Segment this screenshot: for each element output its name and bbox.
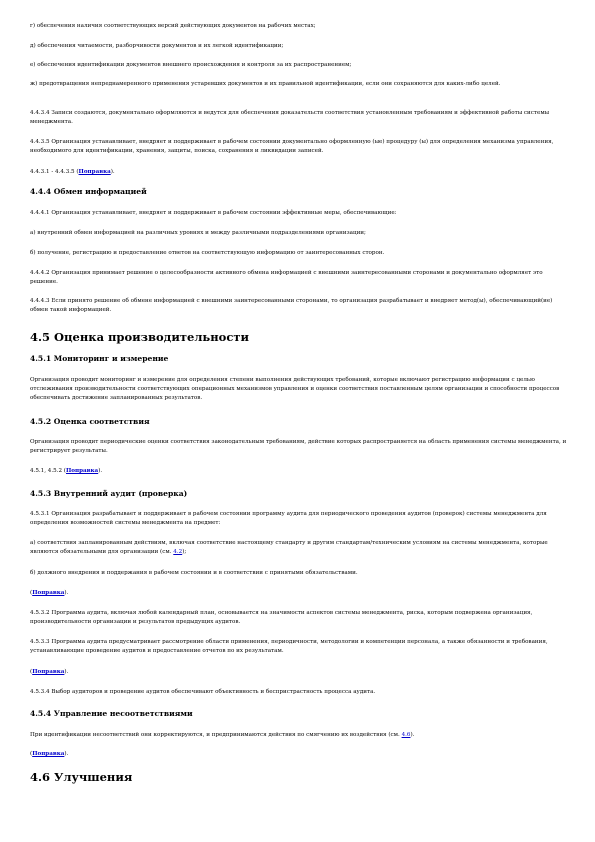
amendment-note-4-5-4: [30, 750, 570, 759]
heading-4-5-2: 4.5.2 Оценка соответствия: [30, 417, 150, 426]
amendment-open: (: [30, 590, 33, 596]
amendment-open: (: [30, 751, 33, 757]
amendment-suffix: ).: [110, 169, 115, 175]
amendment-note-4-5-1: [30, 467, 570, 476]
heading-4-5-3: 4.5.3 Внутренний аудит (проверка): [30, 489, 188, 498]
paragraph-4-4-4-1: 4.4.4.1 Организация устанавливает, внедряет и поддерживает в рабочем состоянии эффективные меры, обеспечивающие:: [30, 210, 397, 216]
amendment-link[interactable]: Поправка: [32, 751, 65, 757]
amendment-suffix: ).: [64, 590, 69, 596]
list-item-a-2-text: а) соответствия запланированным действиям, включая соответствие настоящему стандарту и другим стандартам/техническим условиям на системы менеджмента, которые являются обязательными для организации (см.: [30, 540, 548, 555]
amendment-open: (: [30, 669, 33, 675]
paragraph-4-4-4-3: 4.4.4.3 Если принято решение об обмене информацией с внешними заинтересованными сторонами, то организация разрабатывает и внедряет метод(ы), обеспечивающий(ие) обмен такой информацией.: [30, 298, 553, 313]
amendment-note-4-5-3-3: [30, 668, 570, 677]
list-item-b-2: б) должного внедрения и поддержания в рабочем состоянии и в соответствии с принятыми обязательствами.: [30, 570, 358, 576]
paragraph-4-5-1: Организация проводит мониторинг и измерение для определения степени выполнения действующих требований, которые включают регистрацию информации с целью отслеживания производительности соответствующих операционных механизмов управления и оценки соответствия поставленным целям организации и способности процессов обеспечивать достижение запланированных результатов.: [30, 377, 560, 401]
amendment-note-4-5-3-1: [30, 589, 570, 598]
list-item-b: б) получение, регистрацию и предоставление ответов на соответствующую информацию от заинтересованных сторон.: [30, 250, 385, 256]
heading-4-5-1: 4.5.1 Мониторинг и измерение: [30, 354, 169, 363]
list-item-a-2-end: );: [182, 549, 187, 555]
heading-4-6: 4.6 Улучшения: [30, 770, 133, 784]
amendment-link[interactable]: Поправка: [32, 590, 65, 596]
paragraph-4-4-3-4: 4.4.3.4 Записи создаются, документально оформляются и ведутся для обеспечения доказательств соответствия установленным требованиям и эффективной работы системы менеджмента.: [30, 110, 550, 125]
paragraph-4-5-4-text: При идентификации несоответствий они корректируются, и предпринимаются действия по смягчению их воздействия (см.: [30, 732, 402, 738]
amendment-note-4-4-3: [30, 168, 570, 177]
section-link-4-6[interactable]: 4.6: [401, 732, 411, 738]
heading-4-5: 4.5 Оценка производительности: [30, 330, 249, 344]
paragraph-4-5-3-2: 4.5.3.2 Программа аудита, включая любой календарный план, основывается на значимости аспектов системы менеджмента, риска, которым подвержена организация, производительности организации и результатов предыдущих аудитов.: [30, 610, 533, 625]
amendment-link[interactable]: Поправка: [32, 669, 65, 675]
paragraph-4-5-3-4: 4.5.3.4 Выбор аудиторов и проведение аудитов обеспечивают объективность и беспристрастность процесса аудита.: [30, 689, 376, 695]
section-link-4-2[interactable]: 4.2: [173, 549, 183, 555]
paragraph-4-5-4-end: ).: [410, 732, 415, 738]
amendment-link[interactable]: Поправка: [65, 468, 99, 474]
amendment-suffix: ).: [64, 669, 69, 675]
paragraph-4-5-3-1: 4.5.3.1 Организация разрабатывает и поддерживает в рабочем состоянии программу аудита для периодического проведения аудитов (проверок) системы менеджмента для определения возможностей системы менеджмента на предмет:: [30, 511, 547, 526]
amendment-prefix: 4.5.1, 4.5.2 (: [30, 468, 66, 474]
paragraph-4-5-4: [30, 731, 570, 740]
list-item-zh: ж) предотвращения непреднамеренного применения устаревших документов и их правильной идентификации, если они сохраняются для каких-либо целей.: [30, 81, 501, 87]
paragraph-4-5-3-3: 4.5.3.3 Программа аудита предусматривает рассмотрение области применения, периодичности, методологии и компетенции персонала, а также обязанности и требования, устанавливающие проведение аудитов и предоставление отчетов по их результатам.: [30, 639, 548, 654]
list-item-e: е) обеспечения идентификации документов внешнего происхождения и контроля за их распространением;: [30, 62, 352, 68]
amendment-link[interactable]: Поправка: [78, 169, 111, 175]
heading-4-4-4: 4.4.4 Обмен информацией: [30, 187, 147, 196]
amendment-prefix: 4.4.3.1 - 4.4.3.5 (: [30, 169, 79, 175]
list-item-d: д) обеспечения читаемости, разборчивости документов и их легкой идентификации;: [30, 43, 284, 49]
paragraph-4-5-2: Организация проводит периодические оценки соответствия законодательным требованиям, действие которых распространяется на область применения системы менеджмента, и регистрирует результаты.: [30, 439, 567, 454]
heading-4-5-4: 4.5.4 Управление несоответствиями: [30, 709, 193, 718]
amendment-suffix: ).: [98, 468, 103, 474]
amendment-suffix: ).: [64, 751, 69, 757]
list-item-g: г) обеспечения наличия соответствующих версий действующих документов на рабочих местах;: [30, 23, 316, 29]
list-item-a-2: [30, 539, 570, 557]
list-item-a: а) внутренний обмен информацией на различных уровнях и между различными подразделениями организации;: [30, 230, 366, 236]
paragraph-4-4-4-2: 4.4.4.2 Организация принимает решение о целесообразности активного обмена информацией с внешними заинтересованными сторонами и документально оформляет это решение.: [30, 270, 543, 285]
paragraph-4-4-3-5: 4.4.3.5 Организация устанавливает, внедряет и поддерживает в рабочем состоянии документально оформленную (ые) процедуру (ы) для определения механизма управления, необходимого для идентификации, хранения, защиты, поиска, сохранения и ликвидации записей.: [30, 139, 554, 154]
